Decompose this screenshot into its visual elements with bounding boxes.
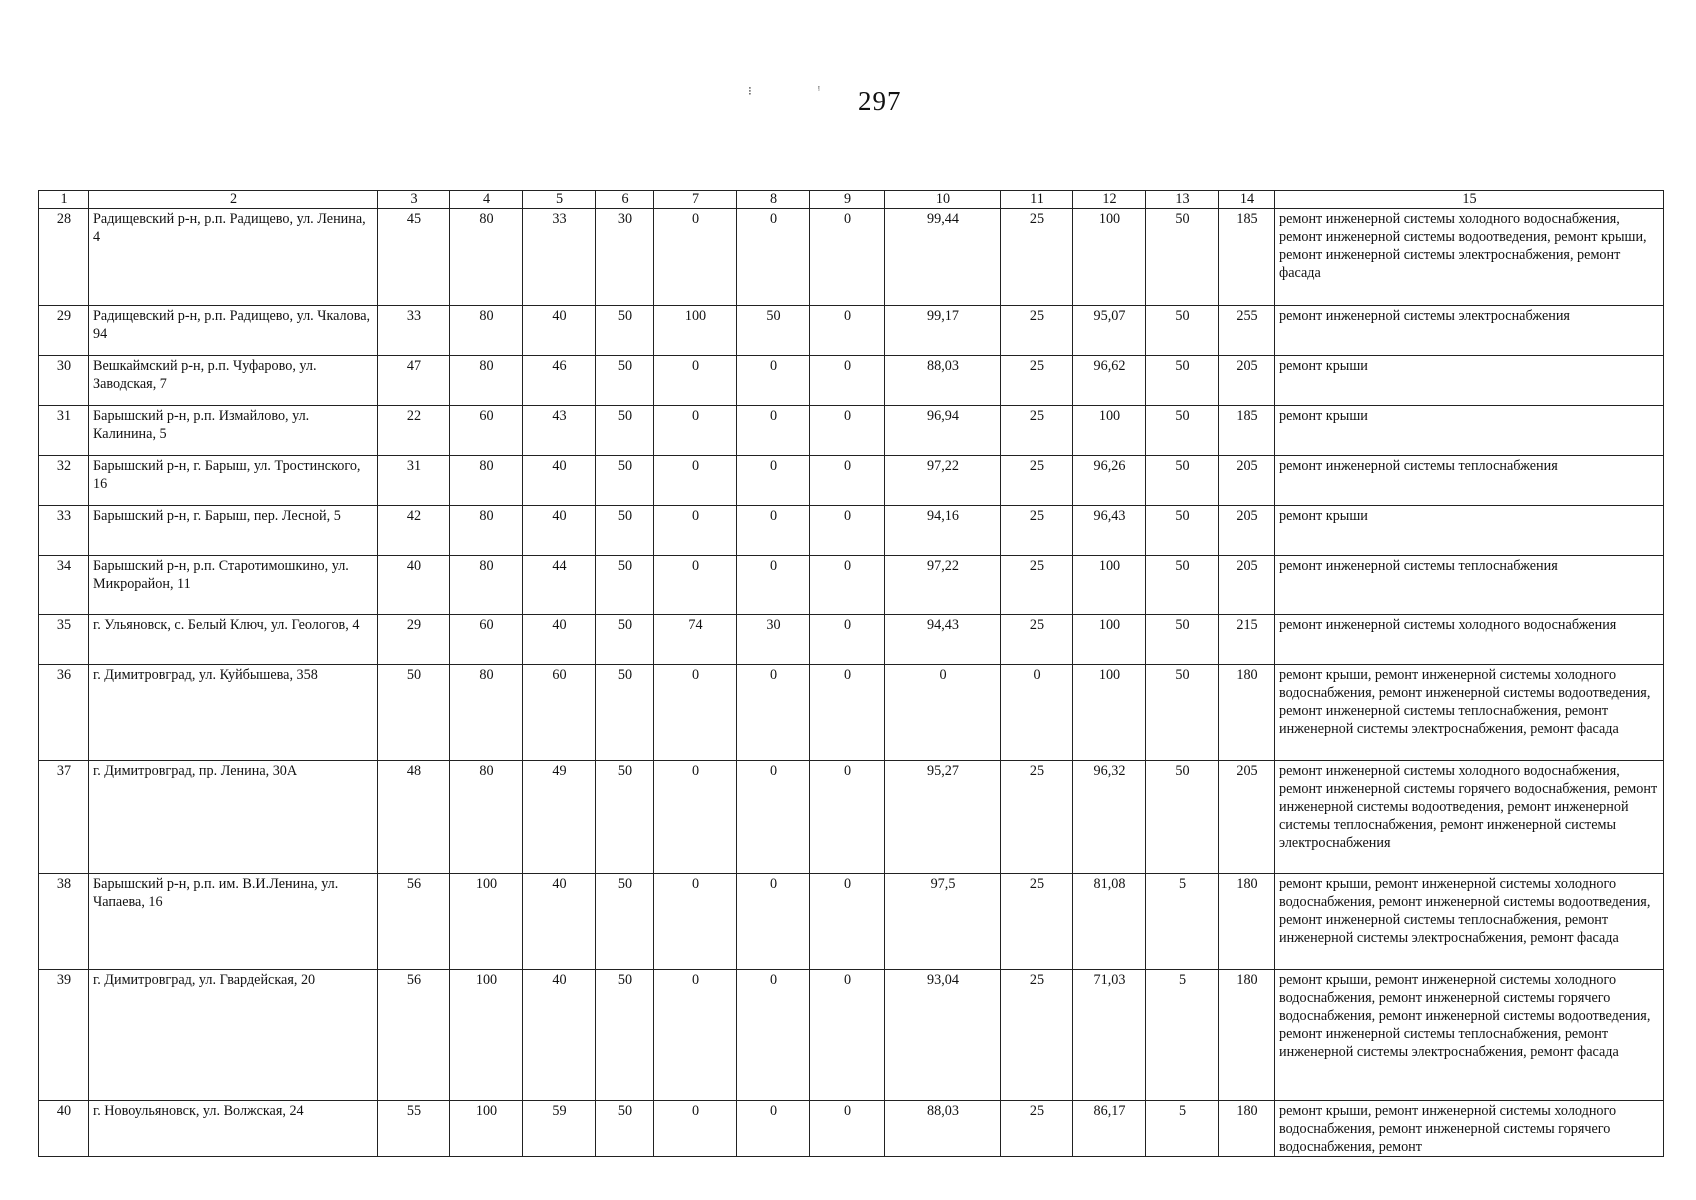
value-cell: 47 <box>378 356 450 406</box>
address-cell: г. Димитровград, ул. Гвардейская, 20 <box>89 970 378 1101</box>
value-cell: 25 <box>1001 456 1073 506</box>
table-body <box>39 209 1664 1157</box>
value-cell: 50 <box>1146 406 1219 456</box>
value-cell: 50 <box>1146 506 1219 556</box>
value-cell: 25 <box>1001 970 1073 1101</box>
value-cell: 0 <box>810 209 885 306</box>
value-cell: 40 <box>523 456 596 506</box>
value-cell: 0 <box>810 761 885 874</box>
value-cell: 50 <box>596 615 654 665</box>
value-cell: 94,16 <box>885 506 1001 556</box>
table-row <box>39 970 1664 1101</box>
value-cell: 205 <box>1219 356 1275 406</box>
value-cell: 0 <box>810 1101 885 1157</box>
address-cell: Вешкаймский р-н, р.п. Чуфарово, ул. Заводская, 7 <box>89 356 378 406</box>
value-cell: 50 <box>596 665 654 761</box>
value-cell: 50 <box>596 456 654 506</box>
works-cell: ремонт инженерной системы теплоснабжения <box>1275 456 1664 506</box>
address-cell: Барышский р-н, р.п. им. В.И.Ленина, ул. Чапаева, 16 <box>89 874 378 970</box>
value-cell: 48 <box>378 761 450 874</box>
table-row <box>39 1101 1664 1157</box>
value-cell: 30 <box>596 209 654 306</box>
value-cell: 25 <box>1001 556 1073 615</box>
value-cell: 80 <box>450 665 523 761</box>
value-cell: 50 <box>596 306 654 356</box>
value-cell: 99,44 <box>885 209 1001 306</box>
value-cell: 0 <box>810 506 885 556</box>
row-number-cell: 36 <box>39 665 89 761</box>
value-cell: 0 <box>810 970 885 1101</box>
value-cell: 29 <box>378 615 450 665</box>
row-number-cell: 29 <box>39 306 89 356</box>
table-row <box>39 665 1664 761</box>
value-cell: 215 <box>1219 615 1275 665</box>
value-cell: 50 <box>596 761 654 874</box>
works-cell: ремонт крыши, ремонт инженерной системы холодного водоснабжения, ремонт инженерной системы горячего водоснабжения, ремонт инженерной системы водоотведения, ремонт инженерной системы теплоснабжения, ремонт инженерной системы электроснабжения, ремонт фасада <box>1275 970 1664 1101</box>
value-cell: 88,03 <box>885 1101 1001 1157</box>
header-row <box>39 191 1664 209</box>
register-table <box>38 190 1664 1157</box>
row-number-cell: 35 <box>39 615 89 665</box>
value-cell: 97,5 <box>885 874 1001 970</box>
table-row <box>39 506 1664 556</box>
value-cell: 100 <box>450 874 523 970</box>
value-cell: 22 <box>378 406 450 456</box>
column-header: 14 <box>1219 191 1275 209</box>
value-cell: 0 <box>737 970 810 1101</box>
address-cell: Барышский р-н, г. Барыш, пер. Лесной, 5 <box>89 506 378 556</box>
address-cell: Барышский р-н, р.п. Старотимошкино, ул. Микрорайон, 11 <box>89 556 378 615</box>
value-cell: 205 <box>1219 506 1275 556</box>
column-header: 12 <box>1073 191 1146 209</box>
value-cell: 205 <box>1219 761 1275 874</box>
works-cell: ремонт крыши <box>1275 506 1664 556</box>
value-cell: 25 <box>1001 615 1073 665</box>
value-cell: 0 <box>654 506 737 556</box>
value-cell: 40 <box>523 615 596 665</box>
value-cell: 50 <box>596 970 654 1101</box>
works-cell: ремонт крыши <box>1275 406 1664 456</box>
column-header: 15 <box>1275 191 1664 209</box>
value-cell: 0 <box>885 665 1001 761</box>
value-cell: 45 <box>378 209 450 306</box>
works-cell: ремонт крыши, ремонт инженерной системы холодного водоснабжения, ремонт инженерной системы горячего водоснабжения, ремонт <box>1275 1101 1664 1157</box>
value-cell: 180 <box>1219 665 1275 761</box>
value-cell: 5 <box>1146 970 1219 1101</box>
value-cell: 97,22 <box>885 556 1001 615</box>
column-header: 10 <box>885 191 1001 209</box>
value-cell: 31 <box>378 456 450 506</box>
value-cell: 0 <box>810 874 885 970</box>
value-cell: 49 <box>523 761 596 874</box>
value-cell: 80 <box>450 556 523 615</box>
value-cell: 42 <box>378 506 450 556</box>
value-cell: 25 <box>1001 1101 1073 1157</box>
value-cell: 80 <box>450 456 523 506</box>
value-cell: 74 <box>654 615 737 665</box>
value-cell: 44 <box>523 556 596 615</box>
table-row <box>39 874 1664 970</box>
value-cell: 40 <box>523 874 596 970</box>
value-cell: 0 <box>810 406 885 456</box>
value-cell: 50 <box>596 356 654 406</box>
value-cell: 50 <box>596 1101 654 1157</box>
value-cell: 93,04 <box>885 970 1001 1101</box>
row-number-cell: 40 <box>39 1101 89 1157</box>
value-cell: 0 <box>737 665 810 761</box>
value-cell: 55 <box>378 1101 450 1157</box>
value-cell: 80 <box>450 761 523 874</box>
value-cell: 80 <box>450 209 523 306</box>
value-cell: 5 <box>1146 874 1219 970</box>
value-cell: 185 <box>1219 209 1275 306</box>
value-cell: 25 <box>1001 356 1073 406</box>
address-cell: Барышский р-н, г. Барыш, ул. Тростинского, 16 <box>89 456 378 506</box>
row-number-cell: 28 <box>39 209 89 306</box>
address-cell: г. Димитровград, ул. Куйбышева, 358 <box>89 665 378 761</box>
scan-mark: ⁝ <box>748 84 752 98</box>
value-cell: 0 <box>810 306 885 356</box>
value-cell: 94,43 <box>885 615 1001 665</box>
value-cell: 50 <box>596 874 654 970</box>
column-header: 5 <box>523 191 596 209</box>
column-header: 2 <box>89 191 378 209</box>
value-cell: 0 <box>654 456 737 506</box>
value-cell: 50 <box>1146 761 1219 874</box>
value-cell: 0 <box>654 970 737 1101</box>
table-row <box>39 356 1664 406</box>
table-row <box>39 456 1664 506</box>
address-cell: Радищевский р-н, р.п. Радищево, ул. Чкалова, 94 <box>89 306 378 356</box>
table-row <box>39 556 1664 615</box>
value-cell: 25 <box>1001 406 1073 456</box>
table-row <box>39 615 1664 665</box>
address-cell: Барышский р-н, р.п. Измайлово, ул. Калинина, 5 <box>89 406 378 456</box>
table-row <box>39 761 1664 874</box>
row-number-cell: 30 <box>39 356 89 406</box>
value-cell: 50 <box>596 556 654 615</box>
address-cell: г. Ульяновск, с. Белый Ключ, ул. Геологов, 4 <box>89 615 378 665</box>
value-cell: 40 <box>523 306 596 356</box>
value-cell: 0 <box>654 406 737 456</box>
value-cell: 0 <box>810 556 885 615</box>
column-header: 4 <box>450 191 523 209</box>
value-cell: 0 <box>810 356 885 406</box>
value-cell: 255 <box>1219 306 1275 356</box>
row-number-cell: 38 <box>39 874 89 970</box>
address-cell: г. Димитровград, пр. Ленина, 30А <box>89 761 378 874</box>
value-cell: 0 <box>810 665 885 761</box>
value-cell: 50 <box>1146 665 1219 761</box>
value-cell: 0 <box>737 1101 810 1157</box>
address-cell: г. Новоульяновск, ул. Волжская, 24 <box>89 1101 378 1157</box>
value-cell: 50 <box>1146 356 1219 406</box>
value-cell: 99,17 <box>885 306 1001 356</box>
works-cell: ремонт инженерной системы холодного водоснабжения, ремонт инженерной системы горячего водоснабжения, ремонт инженерной системы водоотведения, ремонт инженерной системы теплоснабжения, ремонт инженерной системы электроснабжения <box>1275 761 1664 874</box>
value-cell: 96,32 <box>1073 761 1146 874</box>
value-cell: 0 <box>737 456 810 506</box>
works-cell: ремонт крыши <box>1275 356 1664 406</box>
value-cell: 25 <box>1001 874 1073 970</box>
column-header: 9 <box>810 191 885 209</box>
value-cell: 25 <box>1001 209 1073 306</box>
value-cell: 80 <box>450 356 523 406</box>
value-cell: 5 <box>1146 1101 1219 1157</box>
value-cell: 96,94 <box>885 406 1001 456</box>
value-cell: 100 <box>1073 406 1146 456</box>
value-cell: 0 <box>810 615 885 665</box>
column-header: 8 <box>737 191 810 209</box>
value-cell: 50 <box>1146 209 1219 306</box>
value-cell: 0 <box>654 874 737 970</box>
value-cell: 95,07 <box>1073 306 1146 356</box>
table-row <box>39 209 1664 306</box>
value-cell: 50 <box>1146 456 1219 506</box>
value-cell: 50 <box>596 406 654 456</box>
value-cell: 0 <box>737 506 810 556</box>
value-cell: 0 <box>654 665 737 761</box>
value-cell: 40 <box>378 556 450 615</box>
value-cell: 0 <box>737 406 810 456</box>
value-cell: 100 <box>1073 209 1146 306</box>
page-number: 297 <box>858 86 902 116</box>
value-cell: 0 <box>737 209 810 306</box>
value-cell: 60 <box>450 615 523 665</box>
table-row <box>39 306 1664 356</box>
column-header: 1 <box>39 191 89 209</box>
value-cell: 0 <box>737 761 810 874</box>
table-row <box>39 406 1664 456</box>
row-number-cell: 34 <box>39 556 89 615</box>
value-cell: 50 <box>737 306 810 356</box>
value-cell: 100 <box>654 306 737 356</box>
value-cell: 46 <box>523 356 596 406</box>
column-header: 13 <box>1146 191 1219 209</box>
value-cell: 40 <box>523 970 596 1101</box>
value-cell: 56 <box>378 970 450 1101</box>
value-cell: 50 <box>596 506 654 556</box>
value-cell: 33 <box>523 209 596 306</box>
row-number-cell: 31 <box>39 406 89 456</box>
value-cell: 100 <box>1073 665 1146 761</box>
value-cell: 0 <box>810 456 885 506</box>
value-cell: 30 <box>737 615 810 665</box>
row-number-cell: 39 <box>39 970 89 1101</box>
column-header: 3 <box>378 191 450 209</box>
value-cell: 60 <box>450 406 523 456</box>
value-cell: 43 <box>523 406 596 456</box>
value-cell: 97,22 <box>885 456 1001 506</box>
value-cell: 100 <box>450 1101 523 1157</box>
value-cell: 0 <box>654 556 737 615</box>
works-cell: ремонт инженерной системы холодного водоснабжения <box>1275 615 1664 665</box>
value-cell: 40 <box>523 506 596 556</box>
value-cell: 100 <box>1073 556 1146 615</box>
value-cell: 50 <box>1146 556 1219 615</box>
value-cell: 0 <box>654 356 737 406</box>
value-cell: 0 <box>737 556 810 615</box>
value-cell: 100 <box>1073 615 1146 665</box>
row-number-cell: 37 <box>39 761 89 874</box>
value-cell: 0 <box>737 874 810 970</box>
row-number-cell: 32 <box>39 456 89 506</box>
value-cell: 95,27 <box>885 761 1001 874</box>
value-cell: 80 <box>450 506 523 556</box>
value-cell: 96,26 <box>1073 456 1146 506</box>
value-cell: 71,03 <box>1073 970 1146 1101</box>
works-cell: ремонт инженерной системы электроснабжения <box>1275 306 1664 356</box>
value-cell: 205 <box>1219 456 1275 506</box>
value-cell: 81,08 <box>1073 874 1146 970</box>
value-cell: 180 <box>1219 1101 1275 1157</box>
value-cell: 33 <box>378 306 450 356</box>
column-header: 6 <box>596 191 654 209</box>
value-cell: 80 <box>450 306 523 356</box>
value-cell: 0 <box>1001 665 1073 761</box>
value-cell: 50 <box>1146 306 1219 356</box>
scan-mark: ᵎ <box>818 82 820 96</box>
address-cell: Радищевский р-н, р.п. Радищево, ул. Ленина, 4 <box>89 209 378 306</box>
value-cell: 0 <box>654 1101 737 1157</box>
value-cell: 0 <box>654 761 737 874</box>
value-cell: 185 <box>1219 406 1275 456</box>
row-number-cell: 33 <box>39 506 89 556</box>
value-cell: 59 <box>523 1101 596 1157</box>
works-cell: ремонт инженерной системы холодного водоснабжения, ремонт инженерной системы водоотведения, ремонт крыши, ремонт инженерной системы электроснабжения, ремонт фасада <box>1275 209 1664 306</box>
value-cell: 0 <box>737 356 810 406</box>
value-cell: 56 <box>378 874 450 970</box>
value-cell: 96,62 <box>1073 356 1146 406</box>
value-cell: 205 <box>1219 556 1275 615</box>
value-cell: 180 <box>1219 874 1275 970</box>
value-cell: 25 <box>1001 506 1073 556</box>
works-cell: ремонт крыши, ремонт инженерной системы холодного водоснабжения, ремонт инженерной системы водоотведения, ремонт инженерной системы теплоснабжения, ремонт инженерной системы электроснабжения, ремонт фасада <box>1275 874 1664 970</box>
value-cell: 25 <box>1001 761 1073 874</box>
value-cell: 88,03 <box>885 356 1001 406</box>
value-cell: 96,43 <box>1073 506 1146 556</box>
value-cell: 25 <box>1001 306 1073 356</box>
column-header: 11 <box>1001 191 1073 209</box>
value-cell: 60 <box>523 665 596 761</box>
works-cell: ремонт крыши, ремонт инженерной системы холодного водоснабжения, ремонт инженерной системы водоотведения, ремонт инженерной системы теплоснабжения, ремонт инженерной системы электроснабжения, ремонт фасада <box>1275 665 1664 761</box>
value-cell: 100 <box>450 970 523 1101</box>
value-cell: 50 <box>378 665 450 761</box>
value-cell: 50 <box>1146 615 1219 665</box>
value-cell: 180 <box>1219 970 1275 1101</box>
value-cell: 86,17 <box>1073 1101 1146 1157</box>
works-cell: ремонт инженерной системы теплоснабжения <box>1275 556 1664 615</box>
value-cell: 0 <box>654 209 737 306</box>
column-header: 7 <box>654 191 737 209</box>
